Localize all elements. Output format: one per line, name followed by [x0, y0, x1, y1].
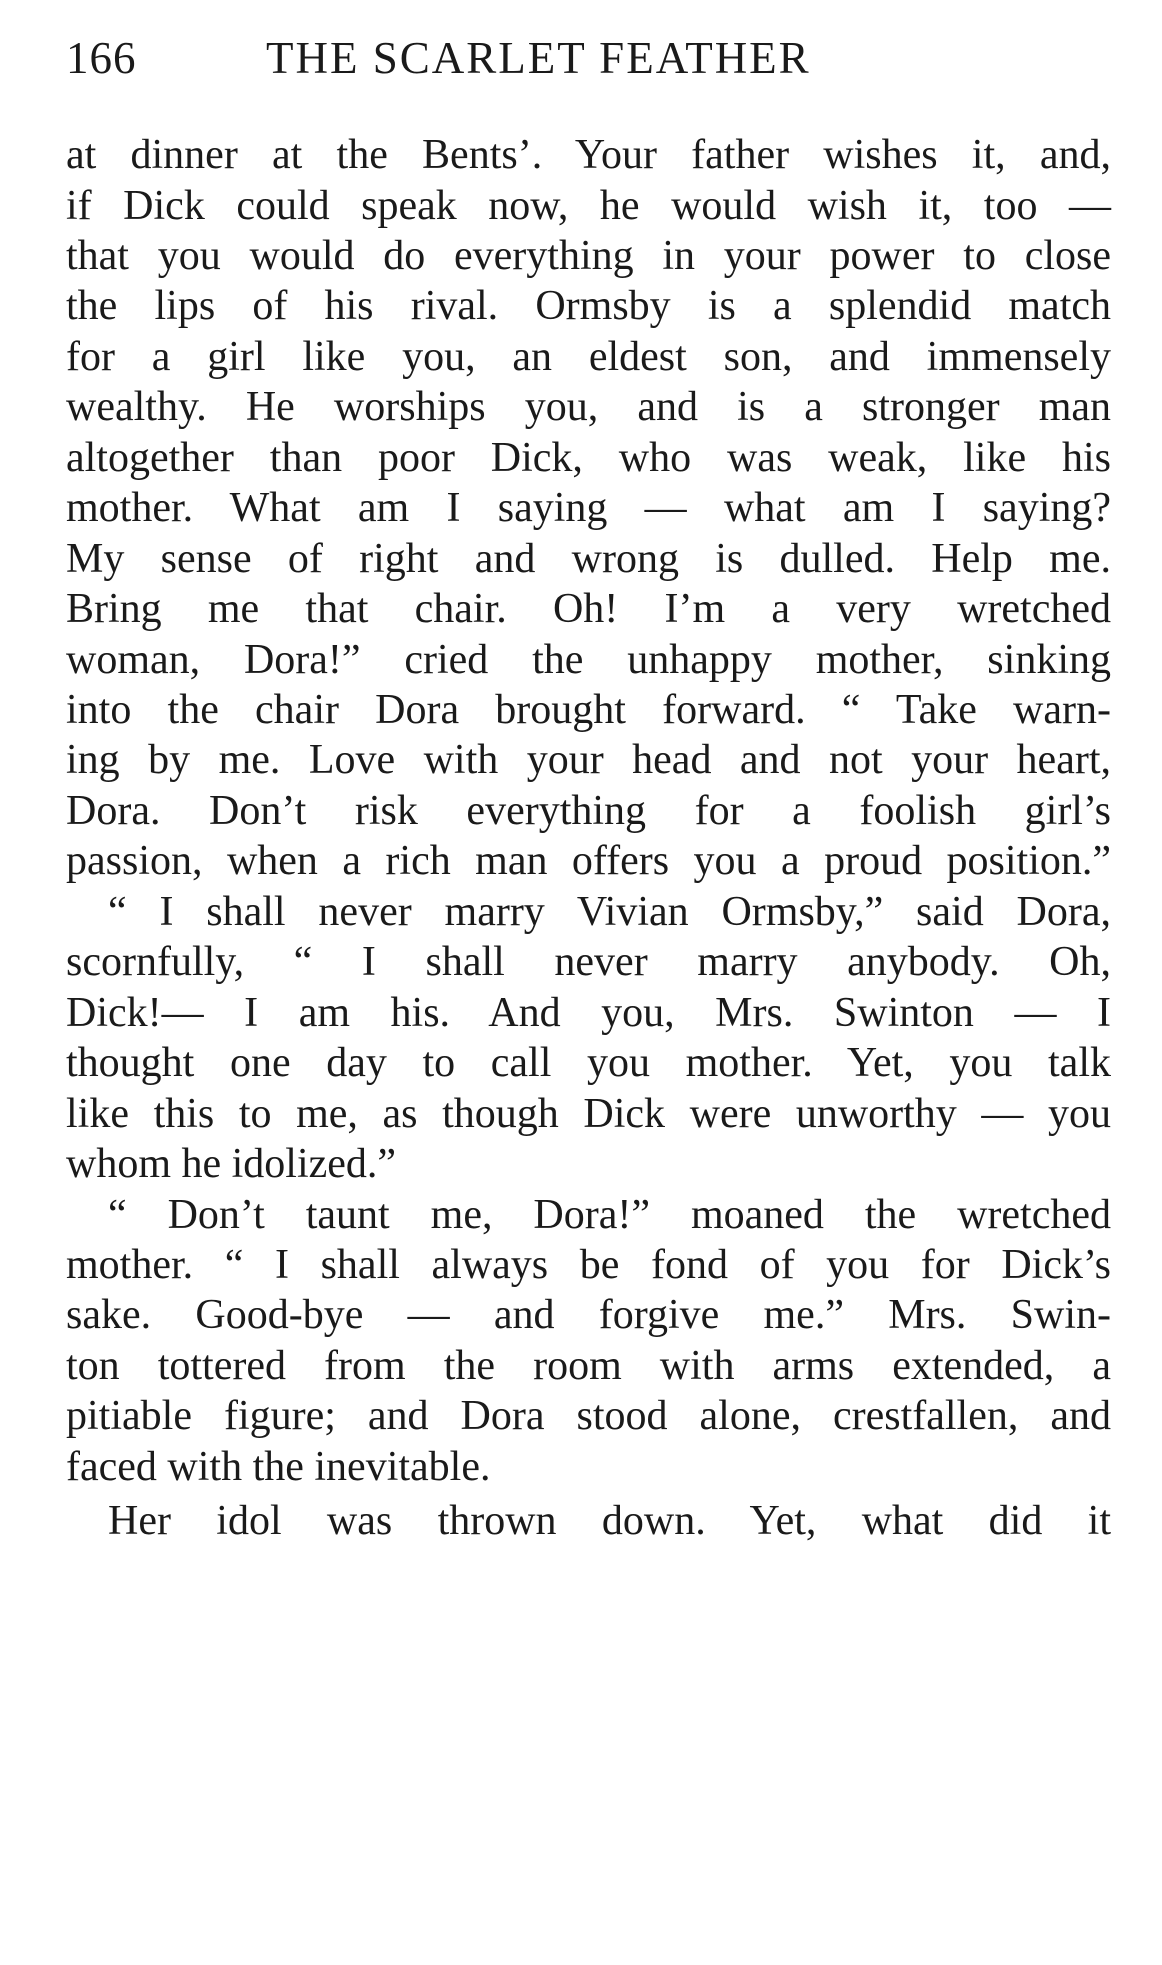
text-line: Dora. Don’t risk everything for a foolish girl’s	[66, 787, 1111, 834]
text-line: pitiable figure; and Dora stood alone, crestfallen, and	[66, 1393, 1111, 1440]
text-line: whom he idolized.”	[66, 1141, 397, 1187]
text-line: mother. What am I saying — what am I saying?	[66, 485, 1111, 532]
text-line: “ I shall never marry Vivian Ormsby,” said Dora,	[108, 888, 1111, 935]
text-line: “ Don’t taunt me, Dora!” moaned the wretched	[108, 1191, 1111, 1238]
text-line: sake. Good-bye — and forgive me.” Mrs. Swin-	[66, 1292, 1111, 1339]
text-line: at dinner at the Bents’. Your father wishes it, and,	[66, 132, 1111, 178]
text-line: ton tottered from the room with arms extended, a	[66, 1342, 1111, 1389]
text-line: scornfully, “ I shall never marry anybody. Oh,	[66, 939, 1111, 986]
text-line: for a girl like you, an eldest son, and immensely	[66, 333, 1111, 380]
text-line: altogether than poor Dick, who was weak, like his	[66, 434, 1111, 481]
text-line: wealthy. He worships you, and is a stronger man	[66, 384, 1111, 431]
text-line: Her idol was thrown down. Yet, what did it	[108, 1498, 1111, 1545]
text-line: faced with the inevitable.	[66, 1443, 491, 1490]
page-number: 166	[66, 33, 137, 83]
text-line: passion, when a rich man offers you a proud position.”	[66, 838, 1111, 885]
text-line: into the chair Dora brought forward. “ Take warn-	[66, 687, 1111, 733]
text-line: if Dick could speak now, he would wish it, too —	[66, 182, 1111, 229]
text-line: My sense of right and wrong is dulled. Help me.	[66, 535, 1111, 582]
text-line: the lips of his rival. Ormsby is a splendid match	[66, 283, 1111, 330]
text-line: like this to me, as though Dick were unworthy — you	[66, 1090, 1111, 1137]
page-header	[66, 26, 906, 90]
text-line: Bring me that chair. Oh! I’m a very wretched	[66, 586, 1111, 633]
text-line: mother. “ I shall always be fond of you for Dick’s	[66, 1241, 1111, 1288]
text-line: that you would do everything in your power to close	[66, 232, 1111, 279]
text-line: thought one day to call you mother. Yet, you talk	[66, 1040, 1111, 1087]
text-line: woman, Dora!” cried the unhappy mother, sinking	[66, 636, 1111, 683]
text-line: ing by me. Love with your head and not your heart,	[66, 737, 1111, 784]
text-line: Dick!— I am his. And you, Mrs. Swinton — I	[66, 989, 1111, 1036]
running-title: THE SCARLET FEATHER	[266, 33, 811, 83]
